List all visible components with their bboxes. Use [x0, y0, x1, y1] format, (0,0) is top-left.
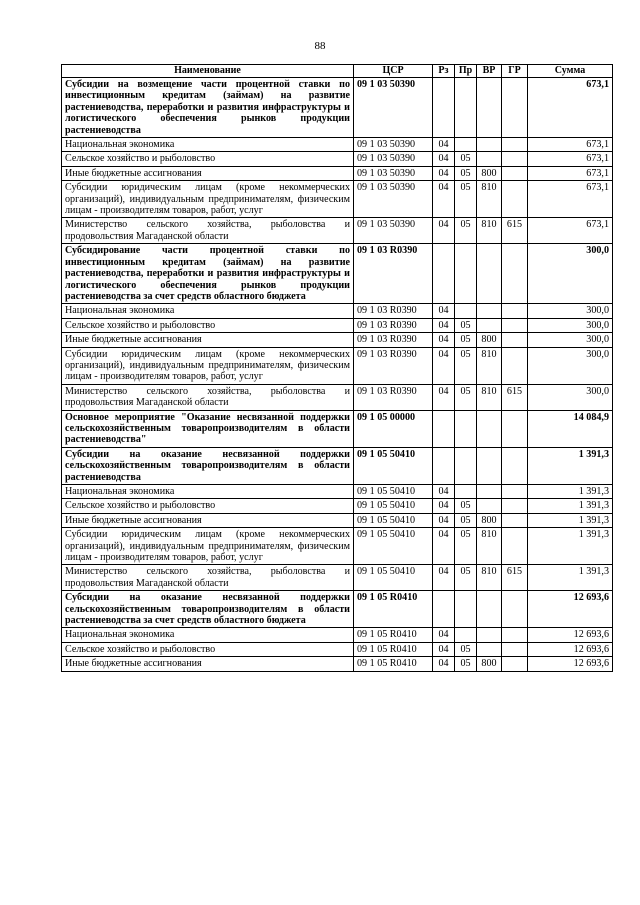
row-pr-cell: 05	[455, 384, 477, 410]
row-csr-cell: 09 1 05 R0410	[354, 628, 433, 642]
row-rz-cell	[433, 591, 455, 628]
row-name-cell: Сельское хозяйство и рыболовство	[62, 152, 354, 166]
row-pr-cell: 05	[455, 181, 477, 218]
row-pr-cell: 05	[455, 218, 477, 244]
row-vr-cell	[477, 78, 502, 138]
row-pr-cell: 05	[455, 152, 477, 166]
page-number: 88	[314, 40, 326, 52]
row-rz-cell: 04	[433, 565, 455, 591]
row-csr-cell: 09 1 03 50390	[354, 218, 433, 244]
row-rz-cell: 04	[433, 304, 455, 318]
row-pr-cell: 05	[455, 499, 477, 513]
table-row	[62, 410, 613, 447]
row-gr-cell	[502, 304, 528, 318]
row-pr-cell	[455, 244, 477, 304]
header-vr: ВР	[477, 65, 502, 78]
row-gr-cell: 615	[502, 565, 528, 591]
row-gr-cell	[502, 181, 528, 218]
row-gr-cell	[502, 628, 528, 642]
row-sum-cell: 1 391,3	[528, 528, 613, 565]
row-vr-cell	[477, 591, 502, 628]
row-name-cell: Иные бюджетные ассигнования	[62, 333, 354, 347]
table-row	[62, 318, 613, 332]
row-sum-cell: 300,0	[528, 244, 613, 304]
table-row	[62, 244, 613, 304]
row-rz-cell: 04	[433, 528, 455, 565]
row-pr-cell: 05	[455, 657, 477, 671]
row-name-cell: Иные бюджетные ассигнования	[62, 657, 354, 671]
row-sum-cell: 1 391,3	[528, 485, 613, 499]
header-pr: Пр	[455, 65, 477, 78]
row-vr-cell: 810	[477, 218, 502, 244]
row-pr-cell: 05	[455, 333, 477, 347]
row-name-cell: Субсидии на оказание несвязанной поддержки сельскохозяйственным товаропроизводителям в области растениеводства	[62, 447, 354, 484]
row-pr-cell	[455, 447, 477, 484]
row-csr-cell: 09 1 03 R0390	[354, 244, 433, 304]
row-sum-cell: 673,1	[528, 78, 613, 138]
row-sum-cell: 1 391,3	[528, 513, 613, 527]
row-name-cell: Основное мероприятие "Оказание несвязанной поддержки сельскохозяйственным товаропроизводителям в области растениеводства"	[62, 410, 354, 447]
row-name-cell: Субсидии юридическим лицам (кроме некоммерческих организаций), индивидуальным предпринимателям, физическим лицам - производителям товаров, работ, услуг	[62, 347, 354, 384]
header-gr: ГР	[502, 65, 528, 78]
row-pr-cell	[455, 410, 477, 447]
row-gr-cell	[502, 152, 528, 166]
row-csr-cell: 09 1 05 00000	[354, 410, 433, 447]
table-row	[62, 347, 613, 384]
row-pr-cell: 05	[455, 347, 477, 384]
budget-table	[61, 64, 613, 672]
row-name-cell: Субсидии юридическим лицам (кроме некоммерческих организаций), индивидуальным предпринимателям, физическим лицам - производителям товаров, работ, услуг	[62, 528, 354, 565]
table-row	[62, 499, 613, 513]
table-row	[62, 181, 613, 218]
row-rz-cell: 04	[433, 628, 455, 642]
row-name-cell: Министерство сельского хозяйства, рыболовства и продовольствия Магаданской области	[62, 565, 354, 591]
row-name-cell: Иные бюджетные ассигнования	[62, 166, 354, 180]
row-name-cell: Сельское хозяйство и рыболовство	[62, 499, 354, 513]
row-sum-cell: 673,1	[528, 166, 613, 180]
table-row	[62, 565, 613, 591]
row-pr-cell: 05	[455, 513, 477, 527]
row-sum-cell: 14 084,9	[528, 410, 613, 447]
row-vr-cell: 800	[477, 657, 502, 671]
table-body	[62, 78, 613, 672]
row-gr-cell	[502, 78, 528, 138]
row-csr-cell: 09 1 05 R0410	[354, 591, 433, 628]
row-name-cell: Сельское хозяйство и рыболовство	[62, 318, 354, 332]
row-sum-cell: 1 391,3	[528, 565, 613, 591]
row-csr-cell: 09 1 03 50390	[354, 166, 433, 180]
row-vr-cell	[477, 447, 502, 484]
row-rz-cell: 04	[433, 347, 455, 384]
row-gr-cell	[502, 591, 528, 628]
row-gr-cell	[502, 447, 528, 484]
row-gr-cell	[502, 657, 528, 671]
table-row	[62, 78, 613, 138]
row-vr-cell: 800	[477, 513, 502, 527]
row-pr-cell	[455, 138, 477, 152]
row-rz-cell: 04	[433, 218, 455, 244]
row-rz-cell	[433, 78, 455, 138]
row-vr-cell: 800	[477, 333, 502, 347]
row-rz-cell: 04	[433, 499, 455, 513]
row-vr-cell	[477, 138, 502, 152]
table-row	[62, 333, 613, 347]
row-name-cell: Субсидирование части процентной ставки по инвестиционным кредитам (займам) на развитие растениеводства, переработки и развития инфраструктуры и логистического обеспечения рынков продукции растениеводства за счет средств областного бюджета	[62, 244, 354, 304]
row-csr-cell: 09 1 05 50410	[354, 528, 433, 565]
row-sum-cell: 12 693,6	[528, 591, 613, 628]
table-row	[62, 591, 613, 628]
row-pr-cell: 05	[455, 318, 477, 332]
row-rz-cell: 04	[433, 513, 455, 527]
row-vr-cell	[477, 499, 502, 513]
row-vr-cell	[477, 642, 502, 656]
table-row	[62, 513, 613, 527]
row-csr-cell: 09 1 03 50390	[354, 181, 433, 218]
row-pr-cell	[455, 485, 477, 499]
row-name-cell: Национальная экономика	[62, 628, 354, 642]
row-vr-cell	[477, 304, 502, 318]
row-vr-cell: 810	[477, 565, 502, 591]
row-gr-cell	[502, 513, 528, 527]
table-row	[62, 447, 613, 484]
table-row	[62, 642, 613, 656]
row-gr-cell	[502, 244, 528, 304]
row-rz-cell: 04	[433, 166, 455, 180]
row-csr-cell: 09 1 05 R0410	[354, 642, 433, 656]
row-vr-cell: 800	[477, 166, 502, 180]
row-sum-cell: 673,1	[528, 181, 613, 218]
row-vr-cell: 810	[477, 528, 502, 565]
row-name-cell: Субсидии на оказание несвязанной поддержки сельскохозяйственным товаропроизводителям в области растениеводства за счет средств областного бюджета	[62, 591, 354, 628]
row-name-cell: Сельское хозяйство и рыболовство	[62, 642, 354, 656]
table-header-row	[62, 65, 613, 78]
row-name-cell: Национальная экономика	[62, 138, 354, 152]
row-gr-cell: 615	[502, 384, 528, 410]
row-name-cell: Субсидии юридическим лицам (кроме некоммерческих организаций), индивидуальным предпринимателям, физическим лицам - производителям товаров, работ, услуг	[62, 181, 354, 218]
row-vr-cell	[477, 244, 502, 304]
row-sum-cell: 673,1	[528, 138, 613, 152]
header-csr: ЦСР	[354, 65, 433, 78]
row-csr-cell: 09 1 05 50410	[354, 499, 433, 513]
row-gr-cell	[502, 499, 528, 513]
row-csr-cell: 09 1 03 50390	[354, 152, 433, 166]
table-row	[62, 628, 613, 642]
row-sum-cell: 12 693,6	[528, 628, 613, 642]
row-sum-cell: 673,1	[528, 152, 613, 166]
row-csr-cell: 09 1 03 R0390	[354, 318, 433, 332]
row-gr-cell	[502, 166, 528, 180]
row-csr-cell: 09 1 03 R0390	[354, 384, 433, 410]
row-gr-cell	[502, 333, 528, 347]
row-sum-cell: 1 391,3	[528, 499, 613, 513]
row-name-cell: Национальная экономика	[62, 485, 354, 499]
row-pr-cell	[455, 591, 477, 628]
row-name-cell: Министерство сельского хозяйства, рыболовства и продовольствия Магаданской области	[62, 218, 354, 244]
row-gr-cell	[502, 642, 528, 656]
row-name-cell: Субсидии на возмещение части процентной ставки по инвестиционным кредитам (займам) на развитие растениеводства, переработки и развития инфраструктуры и логистического обеспечения рынков продукции растениеводства	[62, 78, 354, 138]
row-rz-cell: 04	[433, 152, 455, 166]
table-row	[62, 528, 613, 565]
row-sum-cell: 673,1	[528, 218, 613, 244]
row-name-cell: Национальная экономика	[62, 304, 354, 318]
row-sum-cell: 300,0	[528, 384, 613, 410]
row-gr-cell	[502, 318, 528, 332]
row-pr-cell: 05	[455, 565, 477, 591]
row-name-cell: Иные бюджетные ассигнования	[62, 513, 354, 527]
row-csr-cell: 09 1 05 50410	[354, 447, 433, 484]
row-csr-cell: 09 1 03 R0390	[354, 304, 433, 318]
row-vr-cell	[477, 485, 502, 499]
row-rz-cell: 04	[433, 138, 455, 152]
row-pr-cell: 05	[455, 528, 477, 565]
table-row	[62, 138, 613, 152]
row-csr-cell: 09 1 05 R0410	[354, 657, 433, 671]
row-rz-cell: 04	[433, 657, 455, 671]
row-gr-cell	[502, 485, 528, 499]
row-sum-cell: 12 693,6	[528, 642, 613, 656]
row-pr-cell: 05	[455, 166, 477, 180]
table-row	[62, 485, 613, 499]
row-vr-cell: 810	[477, 347, 502, 384]
row-csr-cell: 09 1 03 R0390	[354, 333, 433, 347]
row-gr-cell	[502, 347, 528, 384]
row-rz-cell: 04	[433, 642, 455, 656]
row-vr-cell	[477, 318, 502, 332]
row-rz-cell	[433, 244, 455, 304]
row-rz-cell: 04	[433, 333, 455, 347]
header-rz: Рз	[433, 65, 455, 78]
row-rz-cell: 04	[433, 181, 455, 218]
row-csr-cell: 09 1 05 50410	[354, 485, 433, 499]
row-vr-cell: 810	[477, 384, 502, 410]
table-row	[62, 384, 613, 410]
row-sum-cell: 12 693,6	[528, 657, 613, 671]
row-sum-cell: 1 391,3	[528, 447, 613, 484]
row-vr-cell: 810	[477, 181, 502, 218]
row-sum-cell: 300,0	[528, 333, 613, 347]
row-rz-cell	[433, 447, 455, 484]
header-name: Наименование	[62, 65, 354, 78]
row-sum-cell: 300,0	[528, 304, 613, 318]
header-sum: Сумма	[528, 65, 613, 78]
row-vr-cell	[477, 410, 502, 447]
table-row	[62, 218, 613, 244]
row-gr-cell: 615	[502, 218, 528, 244]
row-rz-cell: 04	[433, 384, 455, 410]
row-pr-cell	[455, 78, 477, 138]
row-sum-cell: 300,0	[528, 347, 613, 384]
row-pr-cell: 05	[455, 642, 477, 656]
row-csr-cell: 09 1 03 50390	[354, 138, 433, 152]
row-gr-cell	[502, 410, 528, 447]
row-csr-cell: 09 1 03 R0390	[354, 347, 433, 384]
table-row	[62, 152, 613, 166]
table-row	[62, 657, 613, 671]
row-name-cell: Министерство сельского хозяйства, рыболовства и продовольствия Магаданской области	[62, 384, 354, 410]
row-sum-cell: 300,0	[528, 318, 613, 332]
row-rz-cell: 04	[433, 318, 455, 332]
row-pr-cell	[455, 628, 477, 642]
row-rz-cell	[433, 410, 455, 447]
table-row	[62, 304, 613, 318]
row-csr-cell: 09 1 03 50390	[354, 78, 433, 138]
row-vr-cell	[477, 628, 502, 642]
row-rz-cell: 04	[433, 485, 455, 499]
row-csr-cell: 09 1 05 50410	[354, 565, 433, 591]
row-pr-cell	[455, 304, 477, 318]
row-vr-cell	[477, 152, 502, 166]
row-gr-cell	[502, 138, 528, 152]
row-csr-cell: 09 1 05 50410	[354, 513, 433, 527]
row-gr-cell	[502, 528, 528, 565]
table-row	[62, 166, 613, 180]
